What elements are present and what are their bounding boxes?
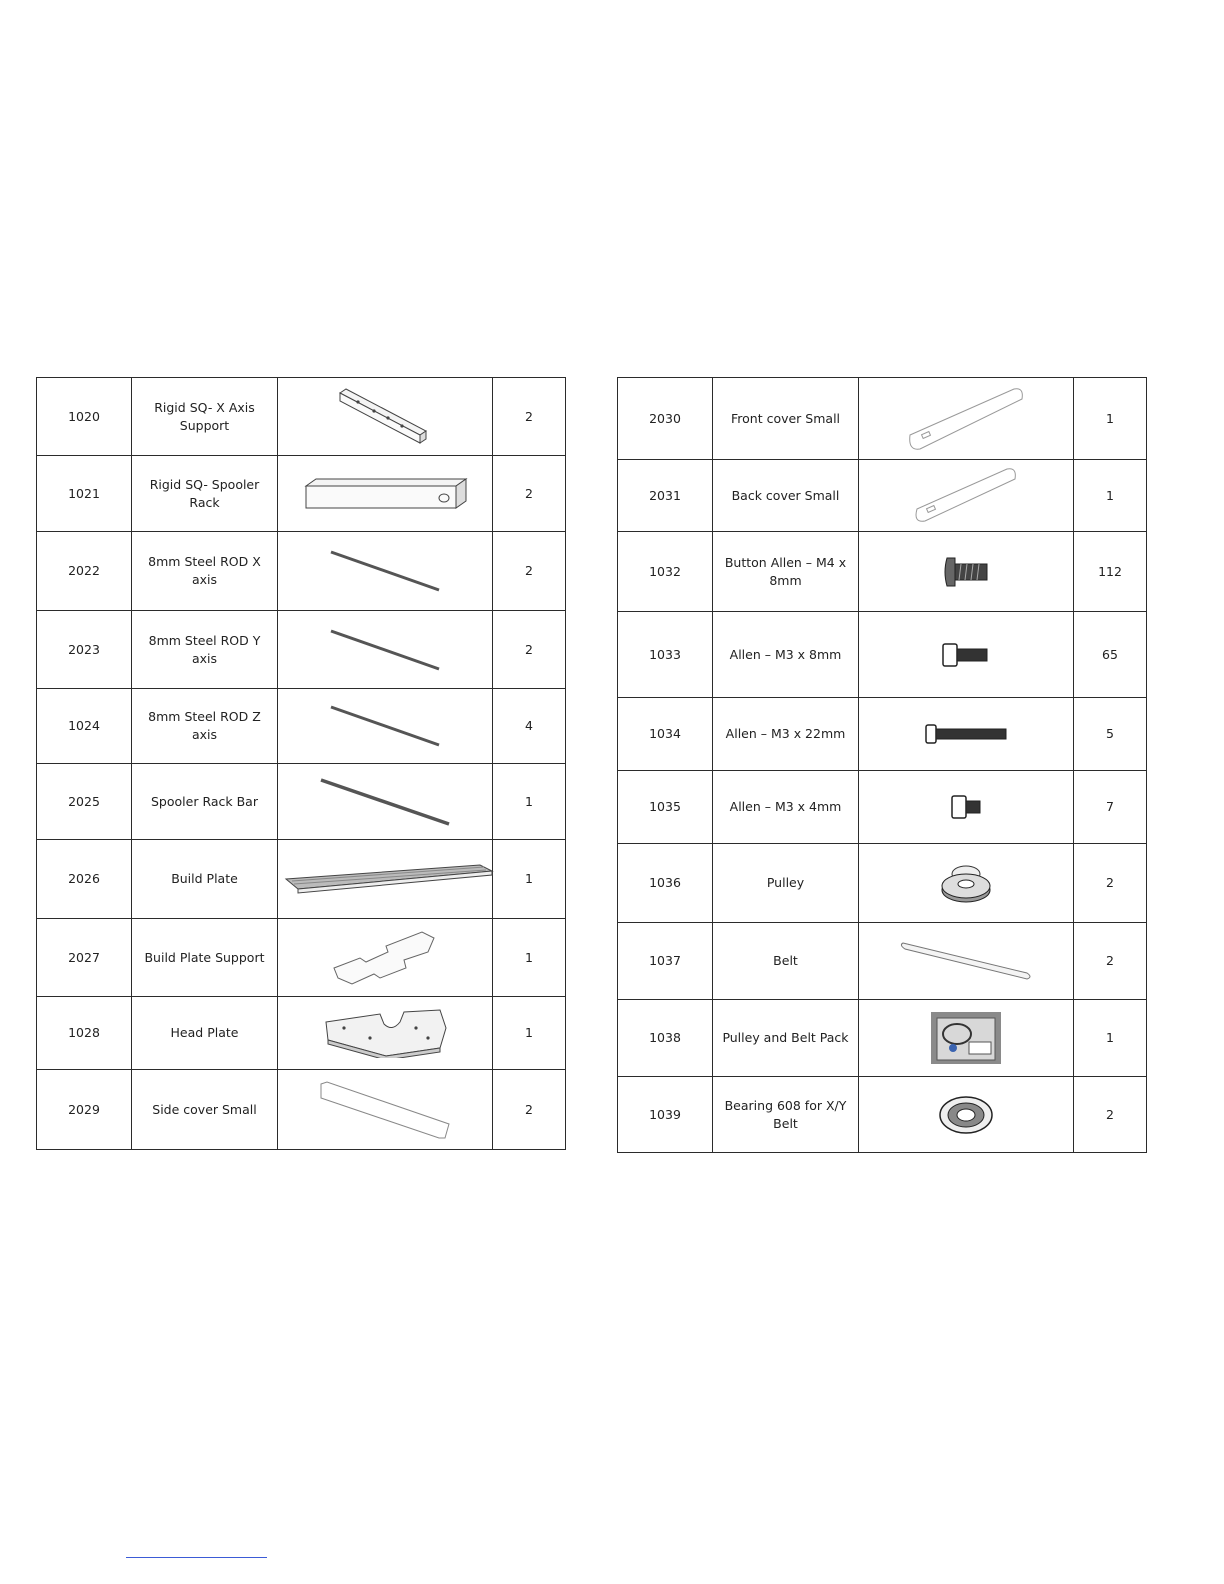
part-image-cell bbox=[859, 698, 1074, 771]
part-image-cell bbox=[859, 844, 1074, 923]
steel-rod-icon bbox=[325, 546, 445, 596]
quantity: 2 bbox=[493, 456, 566, 532]
part-image-cell bbox=[278, 1070, 493, 1150]
part-number: 2031 bbox=[618, 460, 713, 532]
table-row bbox=[37, 764, 566, 840]
allen-screw-icon bbox=[941, 642, 991, 668]
quantity: 1 bbox=[493, 919, 566, 997]
steel-rod-icon bbox=[325, 701, 445, 751]
table-row bbox=[618, 1000, 1147, 1077]
part-number: 2030 bbox=[618, 378, 713, 460]
part-number: 1036 bbox=[618, 844, 713, 923]
part-number: 1021 bbox=[37, 456, 132, 532]
parts-table-right bbox=[617, 377, 1147, 1153]
table-row bbox=[618, 1077, 1147, 1153]
plate-support-icon bbox=[330, 928, 440, 988]
table-row bbox=[618, 771, 1147, 844]
quantity: 1 bbox=[1074, 460, 1147, 532]
back-cover-icon bbox=[911, 465, 1021, 527]
part-name: 8mm Steel ROD Z axis bbox=[132, 689, 278, 764]
part-number: 1034 bbox=[618, 698, 713, 771]
bearing-icon bbox=[938, 1095, 994, 1135]
table-row bbox=[37, 689, 566, 764]
front-cover-icon bbox=[904, 383, 1028, 455]
table-row bbox=[618, 532, 1147, 612]
part-number: 1039 bbox=[618, 1077, 713, 1153]
part-name: Belt bbox=[713, 923, 859, 1000]
part-name: Bearing 608 for X/Y Belt bbox=[713, 1077, 859, 1153]
allen-screw-short-icon bbox=[950, 794, 982, 820]
table-row bbox=[37, 532, 566, 611]
part-image-cell bbox=[278, 532, 493, 611]
table-row bbox=[618, 378, 1147, 460]
part-number: 2026 bbox=[37, 840, 132, 919]
part-image-cell bbox=[859, 378, 1074, 460]
part-image-cell bbox=[278, 689, 493, 764]
belt-icon bbox=[899, 939, 1033, 983]
quantity: 2 bbox=[493, 611, 566, 689]
quantity: 112 bbox=[1074, 532, 1147, 612]
part-name: Side cover Small bbox=[132, 1070, 278, 1150]
part-number: 1035 bbox=[618, 771, 713, 844]
table-row bbox=[37, 1070, 566, 1150]
table-row bbox=[37, 919, 566, 997]
part-name: Build Plate bbox=[132, 840, 278, 919]
part-name: Build Plate Support bbox=[132, 919, 278, 997]
part-name: 8mm Steel ROD X axis bbox=[132, 532, 278, 611]
table-row bbox=[618, 460, 1147, 532]
part-name: Allen – M3 x 4mm bbox=[713, 771, 859, 844]
part-image-cell bbox=[859, 532, 1074, 612]
side-cover-icon bbox=[317, 1080, 453, 1140]
part-image-cell bbox=[859, 1000, 1074, 1077]
part-number: 2027 bbox=[37, 919, 132, 997]
head-plate-icon bbox=[320, 1008, 450, 1058]
quantity: 2 bbox=[493, 378, 566, 456]
part-name: Front cover Small bbox=[713, 378, 859, 460]
part-number: 1020 bbox=[37, 378, 132, 456]
quantity: 2 bbox=[1074, 1077, 1147, 1153]
table-row bbox=[618, 844, 1147, 923]
quantity: 1 bbox=[493, 840, 566, 919]
part-number: 1024 bbox=[37, 689, 132, 764]
part-image-cell bbox=[859, 1077, 1074, 1153]
part-name: Pulley bbox=[713, 844, 859, 923]
table-row bbox=[37, 611, 566, 689]
pulley-icon bbox=[939, 860, 993, 906]
part-image-cell bbox=[278, 840, 493, 919]
part-number: 1038 bbox=[618, 1000, 713, 1077]
table-row bbox=[37, 378, 566, 456]
part-number: 2022 bbox=[37, 532, 132, 611]
quantity: 2 bbox=[1074, 923, 1147, 1000]
table-row bbox=[618, 612, 1147, 698]
part-image-cell bbox=[278, 764, 493, 840]
part-image-cell bbox=[859, 771, 1074, 844]
button-screw-icon bbox=[941, 554, 991, 590]
allen-screw-long-icon bbox=[924, 723, 1008, 745]
part-image-cell bbox=[278, 378, 493, 456]
quantity: 4 bbox=[493, 689, 566, 764]
quantity: 65 bbox=[1074, 612, 1147, 698]
footer-divider bbox=[126, 1557, 267, 1558]
part-image-cell bbox=[278, 611, 493, 689]
quantity: 5 bbox=[1074, 698, 1147, 771]
quantity: 7 bbox=[1074, 771, 1147, 844]
quantity: 1 bbox=[493, 997, 566, 1070]
quantity: 2 bbox=[493, 1070, 566, 1150]
build-plate-icon bbox=[284, 859, 496, 899]
parts-table-left bbox=[36, 377, 566, 1150]
part-number: 1028 bbox=[37, 997, 132, 1070]
part-name: Pulley and Belt Pack bbox=[713, 1000, 859, 1077]
table-row bbox=[37, 997, 566, 1070]
steel-rod-icon bbox=[325, 625, 445, 675]
part-number: 1033 bbox=[618, 612, 713, 698]
part-name: Allen – M3 x 22mm bbox=[713, 698, 859, 771]
part-number: 1037 bbox=[618, 923, 713, 1000]
part-image-cell bbox=[278, 997, 493, 1070]
quantity: 1 bbox=[1074, 1000, 1147, 1077]
table-row bbox=[37, 840, 566, 919]
quantity: 1 bbox=[1074, 378, 1147, 460]
part-name: Back cover Small bbox=[713, 460, 859, 532]
part-name: 8mm Steel ROD Y axis bbox=[132, 611, 278, 689]
part-number: 2023 bbox=[37, 611, 132, 689]
square-tube-long-icon bbox=[300, 474, 470, 514]
quantity: 2 bbox=[1074, 844, 1147, 923]
part-name: Head Plate bbox=[132, 997, 278, 1070]
square-tube-icon bbox=[330, 385, 440, 449]
part-image-cell bbox=[278, 919, 493, 997]
parts-pack-icon bbox=[931, 1012, 1001, 1064]
quantity: 2 bbox=[493, 532, 566, 611]
part-name: Spooler Rack Bar bbox=[132, 764, 278, 840]
part-image-cell bbox=[278, 456, 493, 532]
part-number: 2029 bbox=[37, 1070, 132, 1150]
part-name: Button Allen – M4 x 8mm bbox=[713, 532, 859, 612]
part-number: 1032 bbox=[618, 532, 713, 612]
part-name: Rigid SQ- Spooler Rack bbox=[132, 456, 278, 532]
part-image-cell bbox=[859, 612, 1074, 698]
table-row bbox=[618, 923, 1147, 1000]
table-row bbox=[37, 456, 566, 532]
steel-rod-long-icon bbox=[315, 774, 455, 830]
part-number: 2025 bbox=[37, 764, 132, 840]
table-row bbox=[618, 698, 1147, 771]
part-name: Allen – M3 x 8mm bbox=[713, 612, 859, 698]
part-image-cell bbox=[859, 923, 1074, 1000]
part-image-cell bbox=[859, 460, 1074, 532]
part-name: Rigid SQ- X Axis Support bbox=[132, 378, 278, 456]
quantity: 1 bbox=[493, 764, 566, 840]
